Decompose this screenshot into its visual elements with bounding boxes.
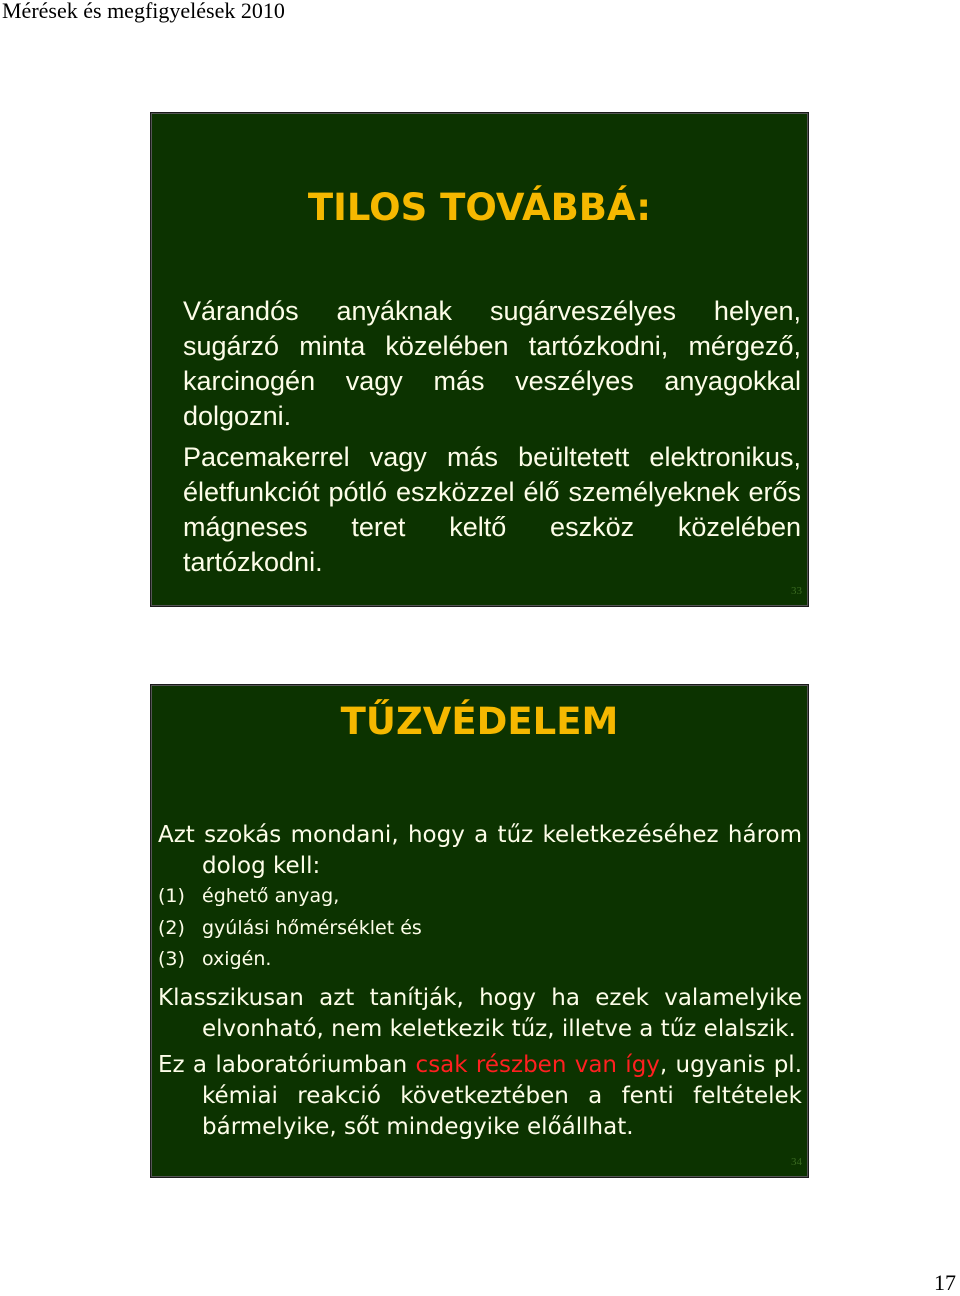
fire-intro-paragraph: Azt szokás mondani, hogy a tűz keletkezéséhez három dolog kell: [158, 822, 802, 879]
lab-highlight-text: csak részben van így [415, 1052, 660, 1078]
lab-text-before: Ez a laboratóriumban [158, 1052, 416, 1078]
page-number: 17 [934, 1270, 956, 1295]
list-item [158, 917, 422, 949]
pregnancy-warning-paragraph: Várandós anyáknak sugárveszélyes helyen, sugárzó minta közelében tartózkodni, mérgező, karcinogén vagy más veszélyes anyagokkal dolgozni. [183, 296, 801, 431]
lab-text-after: , ugyanis pl. kémiai reakció következtében a fenti feltételek bármelyike, sőt mindegyike előállhat. [202, 1052, 802, 1140]
list-item-number: (3) [158, 948, 185, 970]
pacemaker-warning-paragraph: Pacemakerrel vagy más beültetett elektronikus, életfunkciót pótló eszközzel élő személyeknek erős mágneses teret keltő eszköz közelében tartózkodni. [183, 442, 801, 577]
list-item [158, 885, 422, 917]
slide-number: 34 [791, 1156, 802, 1168]
list-item-text: éghető anyag, [202, 885, 340, 907]
list-item [158, 948, 422, 980]
classic-theory-paragraph: Klasszikusan azt tanítják, hogy ha ezek valamelyike elvonható, nem keletkezik tűz, illetve a tűz elalszik. [158, 985, 802, 1042]
list-item-number: (1) [158, 885, 185, 907]
slide-tilos-tovabba [151, 113, 808, 606]
slide-title: TŰZVÉDELEM [340, 700, 619, 743]
running-header: Mérések és megfigyelések 2010 [2, 0, 285, 23]
list-item-text: gyúlási hőmérséklet és [202, 916, 422, 939]
slide-number: 33 [791, 585, 802, 597]
list-item-number: (2) [158, 916, 185, 939]
laboratory-paragraph [158, 1050, 802, 1143]
slide-title: TILOS TOVÁBBÁ: [307, 186, 652, 229]
slide-tuzvedelem [151, 685, 808, 1177]
list-item-text: oxigén. [202, 948, 272, 970]
fire-conditions-list [158, 885, 422, 980]
